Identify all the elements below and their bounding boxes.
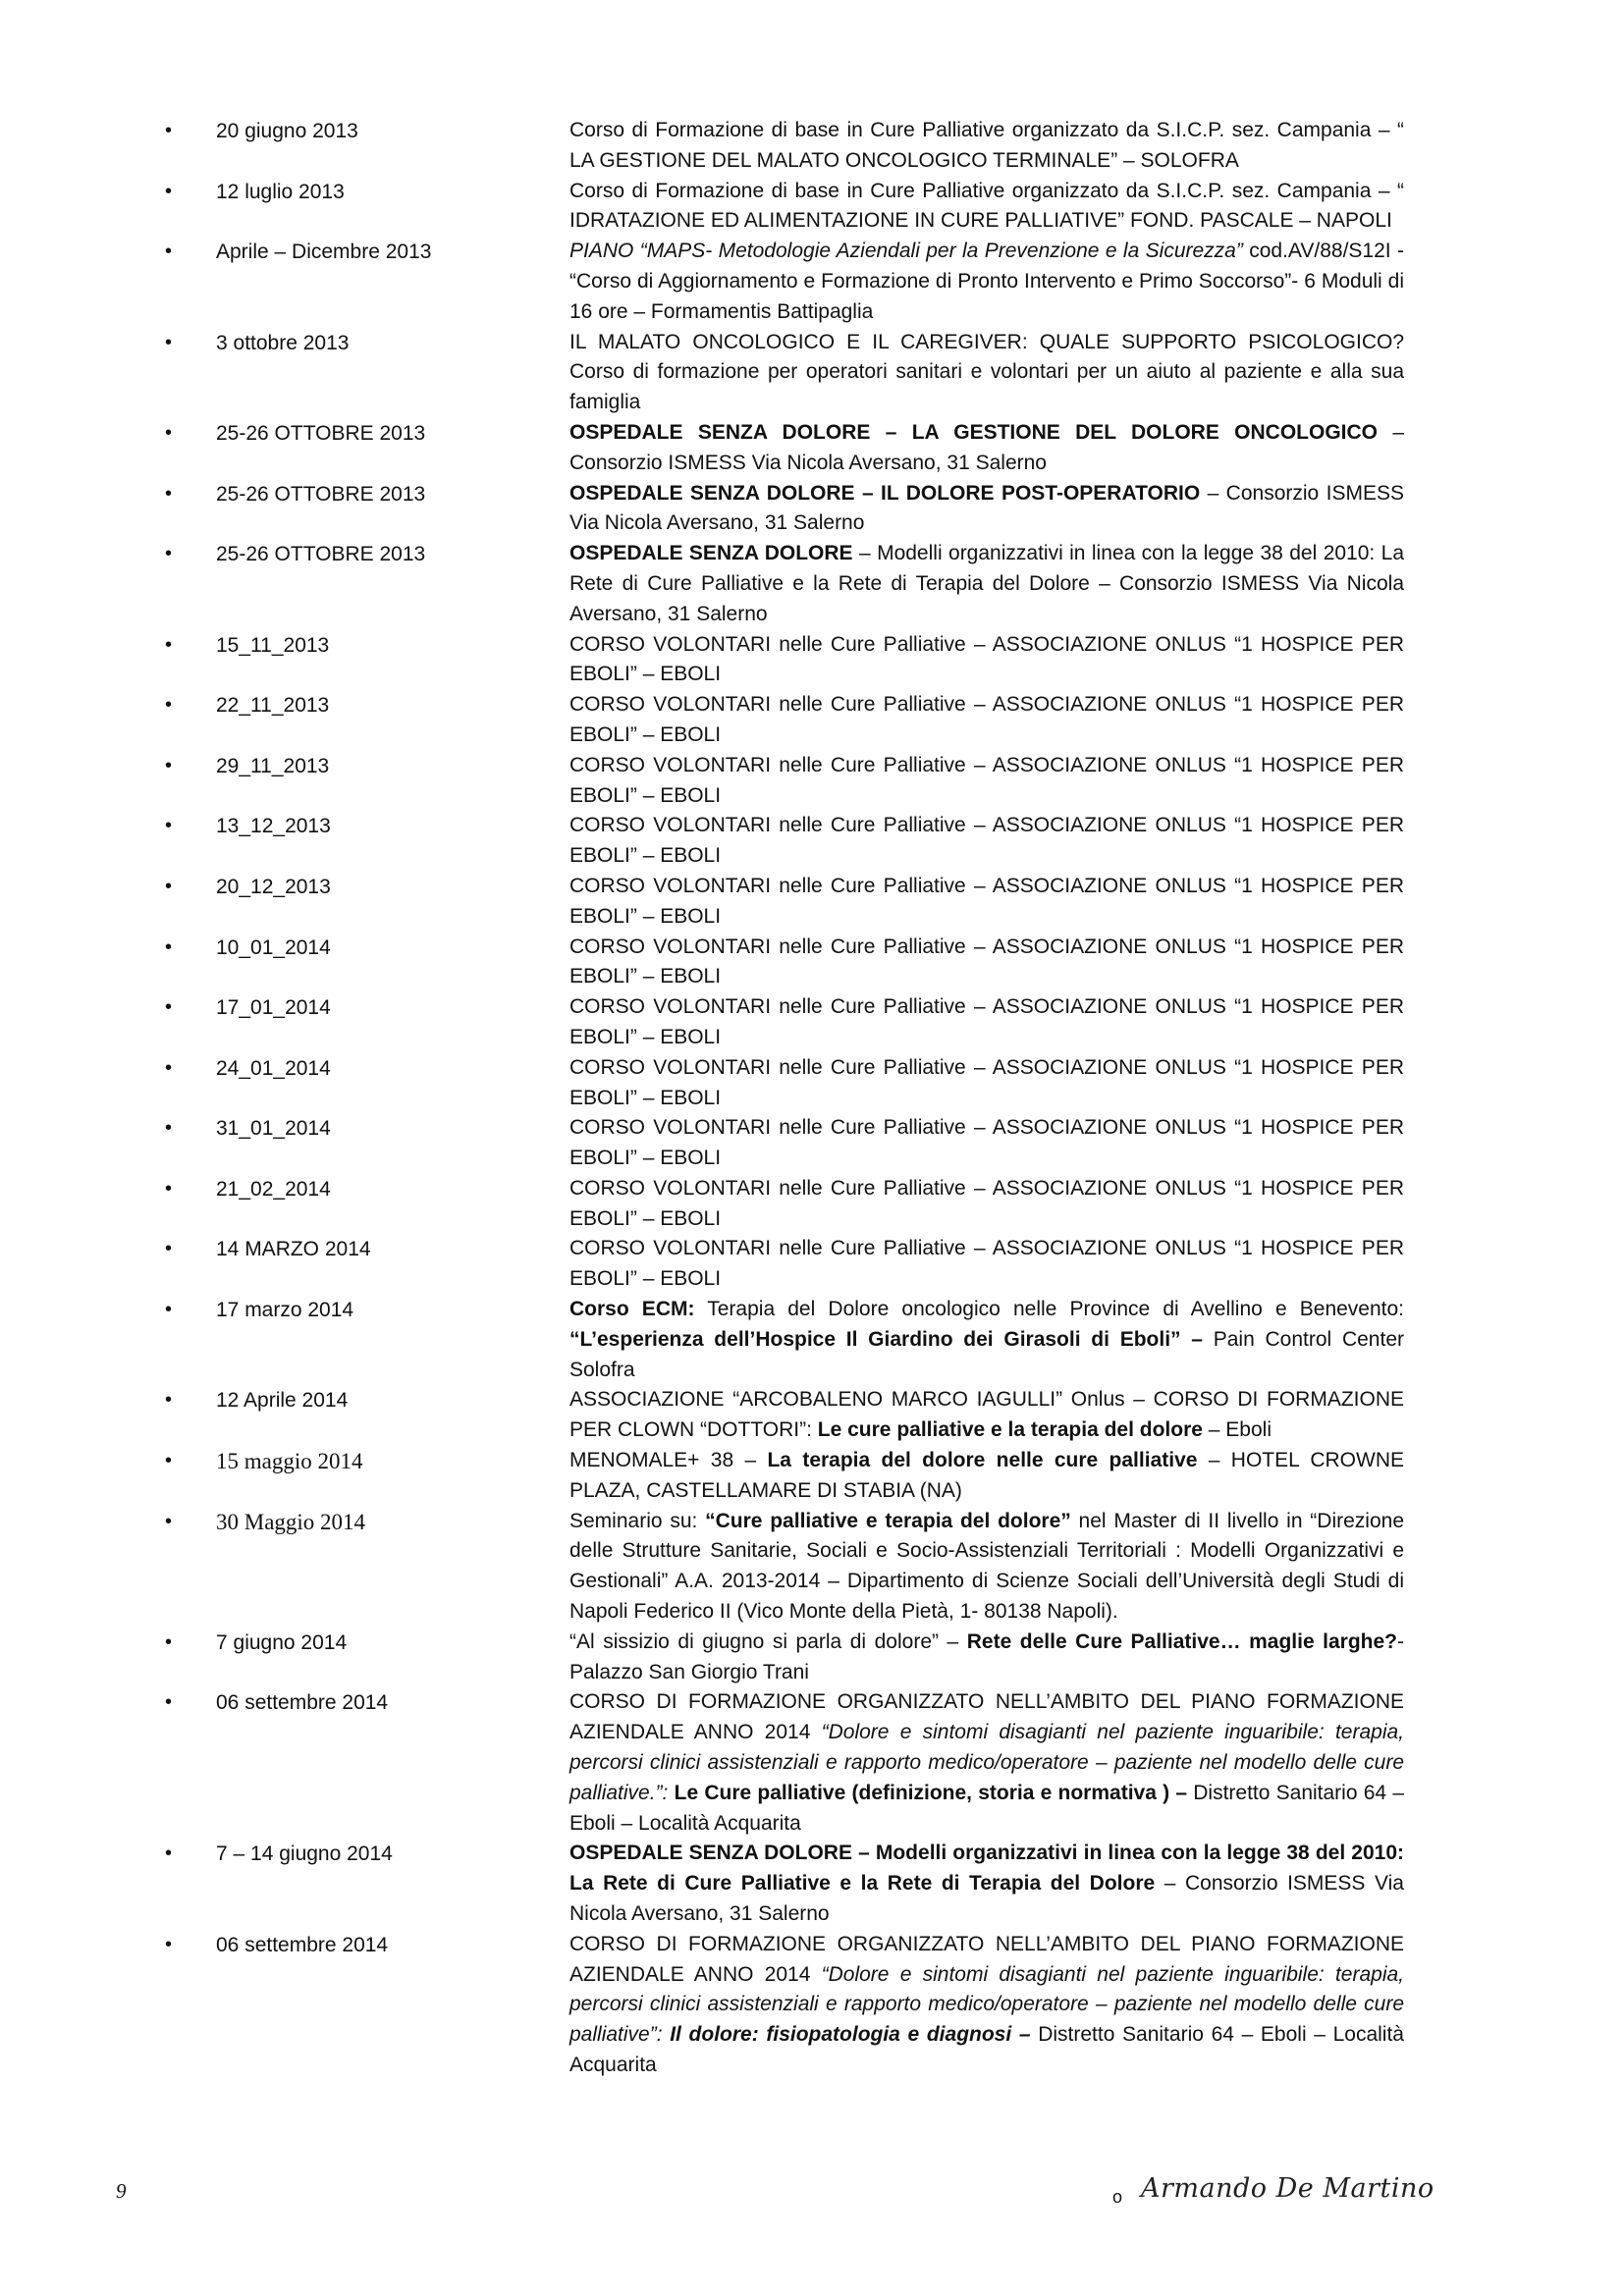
list-item: [165, 237, 1404, 327]
entry-date: 17_01_2014: [216, 996, 331, 1020]
entry-date: 25-26 OTTOBRE 2013: [216, 421, 426, 445]
entry-date: 31_01_2014: [216, 1117, 331, 1141]
entry-description: [569, 1930, 1404, 2081]
entry-text-segment: IL MALATO ONCOLOGICO E IL CAREGIVER: QUALE SUPPORTO PSICOLOGICO? Corso di formazione per operatori sanitari e volontari per un aiuto al paziente e alla sua famiglia: [569, 330, 1404, 414]
bullet-icon: •: [165, 935, 173, 958]
entry-description: [569, 116, 1404, 177]
entry-text-segment: cod.AV/88/S12I - “Corso di Aggiornamento e Formazione di Pronto Intervento e Primo Soccorso”- 6 Moduli di 16 ore – Formamentis Battipaglia: [569, 240, 1404, 323]
entry-description: [569, 418, 1404, 479]
entry-description: [569, 1507, 1404, 1628]
entry-text-segment: OSPEDALE SENZA DOLORE: [569, 542, 853, 565]
entry-text-segment: – Modelli organizzativi in linea con la legge 38 del 2010: La Rete di Cure Palliative e la Rete di Terapia del Dolore – Consorzio ISMESS Via Nicola Aversano, 31 Salerno: [569, 542, 1405, 625]
bullet-icon: •: [165, 996, 173, 1019]
bullet-icon: •: [165, 1117, 173, 1140]
bullet-icon: •: [165, 1389, 173, 1412]
entry-description: [569, 1628, 1404, 1688]
entry-description: [569, 811, 1404, 872]
entry-text-segment: Seminario su:: [569, 1509, 706, 1532]
list-item: [165, 1687, 1404, 1839]
bullet-icon: •: [165, 482, 173, 505]
entry-text-segment: – Consorzio ISMESS Via Nicola Aversano, 31 Salerno: [569, 1872, 1404, 1926]
bullet-icon: •: [165, 331, 173, 353]
entry-date: 17 marzo 2014: [216, 1299, 354, 1322]
bullet-icon: •: [165, 1299, 173, 1321]
entry-text-segment: ASSOCIAZIONE “ARCOBALENO MARCO IAGULLI” Onlus – CORSO DI FORMAZIONE PER CLOWN “DOTTORI”:: [569, 1388, 1404, 1442]
bullet-icon: •: [165, 180, 173, 202]
entry-text-segment: Corso ECM:: [569, 1298, 695, 1321]
entry-date: 24_01_2014: [216, 1056, 331, 1080]
list-item: [165, 630, 1404, 691]
bullet-icon: •: [165, 1177, 173, 1200]
entry-text-segment: Corso di Formazione di base in Cure Palliative organizzato da S.I.C.P. sez. Campania – “ LA GESTIONE DEL MALATO ONCOLOGICO TERMINALE” – SOLOFRA: [569, 119, 1404, 172]
entry-description: [569, 630, 1404, 691]
entry-date: 06 settembre 2014: [216, 1691, 389, 1715]
list-item: [165, 177, 1404, 238]
entry-text-segment: Le Cure palliative (definizione, storia e normativa ) –: [674, 1781, 1188, 1804]
list-item: [165, 872, 1404, 933]
entry-text-segment: Corso di Formazione di base in Cure Palliative organizzato da S.I.C.P. sez. Campania – “ IDRATAZIONE ED ALIMENTAZIONE IN CURE PALLIATIVE” FOND. PASCALE – NAPOLI: [569, 179, 1404, 233]
entry-text-segment: – Eboli: [1202, 1418, 1272, 1442]
list-item: [165, 1385, 1404, 1446]
list-item: [165, 1446, 1404, 1507]
list-item: [165, 1234, 1404, 1295]
entry-date: Aprile – Dicembre 2013: [216, 240, 432, 264]
list-item: [165, 1053, 1404, 1114]
entry-text-segment: “Dolore e sintomi disagianti nel paziente inguaribile: terapia, percorsi clinici assistenziali e rapporto medico/operatore – paziente nel modello delle cure palliative”:: [569, 1962, 1404, 2047]
entry-date: 3 ottobre 2013: [216, 331, 350, 354]
entry-description: [569, 1234, 1404, 1295]
entry-date: 12 Aprile 2014: [216, 1389, 349, 1413]
entry-description: [569, 933, 1404, 993]
list-item: [165, 933, 1404, 993]
entry-text-segment: “Cure palliative e terapia del dolore”: [705, 1509, 1071, 1532]
list-item: [165, 1839, 1404, 1929]
list-item: [165, 1628, 1404, 1688]
entry-text-segment: Rete delle Cure Palliative… maglie larghe?: [966, 1629, 1398, 1653]
bullet-icon: •: [165, 1630, 173, 1653]
entry-text-segment: CORSO VOLONTARI nelle Cure Palliative – ASSOCIAZIONE ONLUS “1 HOSPICE PER EBOLI” – EBOLI: [569, 874, 1404, 928]
entry-date: 12 luglio 2013: [216, 180, 345, 203]
entry-description: [569, 1385, 1404, 1446]
entry-description: [569, 1295, 1404, 1385]
entry-text-segment: Distretto Sanitario 64 – Eboli – Località Acquarita: [569, 1781, 1404, 1835]
list-item: [165, 811, 1404, 872]
entry-text-segment: CORSO VOLONTARI nelle Cure Palliative – ASSOCIAZIONE ONLUS “1 HOSPICE PER EBOLI” – EBOLI: [569, 1116, 1404, 1170]
bullet-icon: •: [165, 1691, 173, 1714]
entry-text-segment: OSPEDALE SENZA DOLORE – LA GESTIONE DEL DOLORE ONCOLOGICO: [569, 420, 1378, 444]
list-item: [165, 418, 1404, 479]
bullet-icon: •: [165, 1238, 173, 1260]
bullet-icon: •: [165, 1450, 173, 1472]
list-item: [165, 1507, 1404, 1628]
entry-date: 21_02_2014: [216, 1177, 331, 1201]
entry-text-segment: Terapia del Dolore oncologico nelle Province di Avellino e Benevento:: [694, 1298, 1405, 1321]
entry-description: [569, 1839, 1404, 1929]
entry-description: [569, 690, 1404, 751]
entry-text-segment: MENOMALE+ 38 –: [569, 1449, 768, 1472]
entry-text-segment: CORSO DI FORMAZIONE ORGANIZZATO NELL’AMBITO DEL PIANO FORMAZIONE AZIENDALE ANNO 2014: [569, 1932, 1404, 1986]
entry-date: 7 giugno 2014: [216, 1630, 348, 1654]
entry-text-segment: Le cure palliative e la terapia del dolore: [817, 1418, 1203, 1442]
list-item: [165, 1113, 1404, 1174]
entry-description: [569, 1113, 1404, 1174]
entry-description: [569, 1687, 1404, 1839]
entry-date: 06 settembre 2014: [216, 1933, 389, 1956]
entry-text-segment: “Al sissizio di giugno si parla di dolore” –: [569, 1629, 967, 1653]
entry-text-segment: “Dolore e sintomi disagianti nel paziente inguaribile: terapia, percorsi clinici assistenziali e rapporto medico/operatore – paziente nel modello delle cure palliative.”:: [569, 1721, 1404, 1804]
entry-text-segment: CORSO VOLONTARI nelle Cure Palliative – ASSOCIAZIONE ONLUS “1 HOSPICE PER EBOLI” – EBOLI: [569, 632, 1404, 686]
entry-text-segment: Pain Control Center Solofra: [569, 1327, 1404, 1381]
list-item: [165, 116, 1404, 177]
bullet-icon: •: [165, 815, 173, 837]
entry-text-segment: CORSO VOLONTARI nelle Cure Palliative – ASSOCIAZIONE ONLUS “1 HOSPICE PER EBOLI” – EBOLI: [569, 934, 1404, 988]
entry-date: 7 – 14 giugno 2014: [216, 1842, 393, 1866]
entry-date: 20_12_2013: [216, 875, 331, 898]
list-item: [165, 328, 1404, 418]
entry-text-segment: “L’esperienza dell’Hospice Il Giardino dei Girasoli di Eboli” –: [569, 1327, 1203, 1351]
bullet-icon: •: [165, 543, 173, 565]
entry-text-segment: Distretto Sanitario 64 – Eboli – Località Acquarita: [569, 2023, 1404, 2076]
entry-text-segment: CORSO VOLONTARI nelle Cure Palliative – ASSOCIAZIONE ONLUS “1 HOSPICE PER EBOLI” – EBOLI: [569, 1176, 1404, 1230]
entry-description: [569, 328, 1404, 418]
entry-text-segment: – HOTEL CROWNE PLAZA, CASTELLAMARE DI STABIA (NA): [569, 1449, 1404, 1502]
list-item: [165, 751, 1404, 812]
entry-text-segment: OSPEDALE SENZA DOLORE – IL DOLORE POST-OPERATORIO: [569, 481, 1201, 505]
entry-text-segment: – Consorzio ISMESS Via Nicola Aversano, 31 Salerno: [569, 420, 1404, 474]
signature: Armando De Martino: [1141, 2173, 1435, 2204]
entry-description: [569, 539, 1404, 629]
bullet-icon: •: [165, 1056, 173, 1079]
entry-text-segment: – Consorzio ISMESS Via Nicola Aversano, 31 Salerno: [569, 481, 1404, 535]
page-number: 9: [116, 2179, 127, 2203]
entry-text-segment: OSPEDALE SENZA DOLORE – Modelli organizzativi in linea con la legge 38 del 2010: La Rete di Cure Palliative e la Rete di Terapia del Dolore: [569, 1842, 1404, 1896]
entry-text-segment: CORSO VOLONTARI nelle Cure Palliative – ASSOCIAZIONE ONLUS “1 HOSPICE PER EBOLI” – EBOLI: [569, 1055, 1404, 1109]
entry-description: [569, 1174, 1404, 1235]
entry-text-segment: Il dolore: fisiopatologia e diagnosi –: [670, 2023, 1031, 2047]
entry-text-segment: CORSO DI FORMAZIONE ORGANIZZATO NELL’AMBITO DEL PIANO FORMAZIONE AZIENDALE ANNO 2014: [569, 1690, 1404, 1744]
bullet-icon: •: [165, 754, 173, 776]
entry-date: 15 maggio 2014: [216, 1449, 363, 1474]
entry-date: 13_12_2013: [216, 815, 331, 838]
entry-description: [569, 1446, 1404, 1507]
entry-text-segment: - Palazzo San Giorgio Trani: [569, 1629, 1405, 1683]
list-item: [165, 479, 1404, 540]
list-item: [165, 992, 1404, 1053]
bullet-icon: •: [165, 120, 173, 141]
entry-text-segment: CORSO VOLONTARI nelle Cure Palliative – ASSOCIAZIONE ONLUS “1 HOSPICE PER EBOLI” – EBOLI: [569, 693, 1404, 746]
footer-marker: o: [1112, 2187, 1123, 2207]
list-item: [165, 1174, 1404, 1235]
entry-description: [569, 479, 1404, 540]
bullet-icon: •: [165, 694, 173, 717]
entry-description: [569, 751, 1404, 812]
list-item: [165, 690, 1404, 751]
course-list: [165, 116, 1404, 2081]
entry-description: [569, 872, 1404, 933]
entry-date: 25-26 OTTOBRE 2013: [216, 543, 426, 566]
entry-date: 20 giugno 2013: [216, 120, 358, 142]
entry-text-segment: La terapia del dolore nelle cure palliative: [767, 1449, 1198, 1472]
list-item: [165, 539, 1404, 629]
bullet-icon: •: [165, 240, 173, 263]
entry-date: 30 Maggio 2014: [216, 1509, 366, 1534]
bullet-icon: •: [165, 1933, 173, 1955]
entry-description: [569, 237, 1404, 327]
bullet-icon: •: [165, 421, 173, 444]
entry-date: 22_11_2013: [216, 694, 330, 718]
entry-text-segment: CORSO VOLONTARI nelle Cure Palliative – ASSOCIAZIONE ONLUS “1 HOSPICE PER EBOLI” – EBOLI: [569, 1237, 1404, 1291]
list-item: [165, 1930, 1404, 2081]
list-item: [165, 1295, 1404, 1385]
entry-date: 29_11_2013: [216, 754, 330, 777]
entry-text-segment: CORSO VOLONTARI nelle Cure Palliative – ASSOCIAZIONE ONLUS “1 HOSPICE PER EBOLI” – EBOLI: [569, 995, 1404, 1048]
entry-description: [569, 177, 1404, 238]
entry-date: 25-26 OTTOBRE 2013: [216, 482, 426, 506]
bullet-icon: •: [165, 633, 173, 656]
entry-date: 10_01_2014: [216, 935, 331, 959]
entry-description: [569, 992, 1404, 1053]
entry-text-segment: nel Master di II livello in “Direzione delle Strutture Sanitarie, Sociali e Socio-Assistenziali Territoriali : Modelli Organizzativi e Gestionali” A.A. 2013-2014 – Dipartimento di Scienze Sociali dell’Università degli Studi di Napoli Federico II (Vico Monte della Pietà, 1- 80138 Napoli).: [569, 1509, 1404, 1624]
bullet-icon: •: [165, 875, 173, 897]
bullet-icon: •: [165, 1510, 173, 1532]
entry-date: 14 MARZO 2014: [216, 1238, 371, 1261]
entry-text-segment: PIANO “MAPS- Metodologie Aziendali per la Prevenzione e la Sicurezza”: [569, 240, 1243, 263]
entry-text-segment: CORSO VOLONTARI nelle Cure Palliative – ASSOCIAZIONE ONLUS “1 HOSPICE PER EBOLI” – EBOLI: [569, 753, 1404, 807]
entry-text-segment: CORSO VOLONTARI nelle Cure Palliative – ASSOCIAZIONE ONLUS “1 HOSPICE PER EBOLI” – EBOLI: [569, 814, 1404, 868]
bullet-icon: •: [165, 1842, 173, 1865]
entry-date: 15_11_2013: [216, 633, 330, 657]
entry-description: [569, 1053, 1404, 1114]
